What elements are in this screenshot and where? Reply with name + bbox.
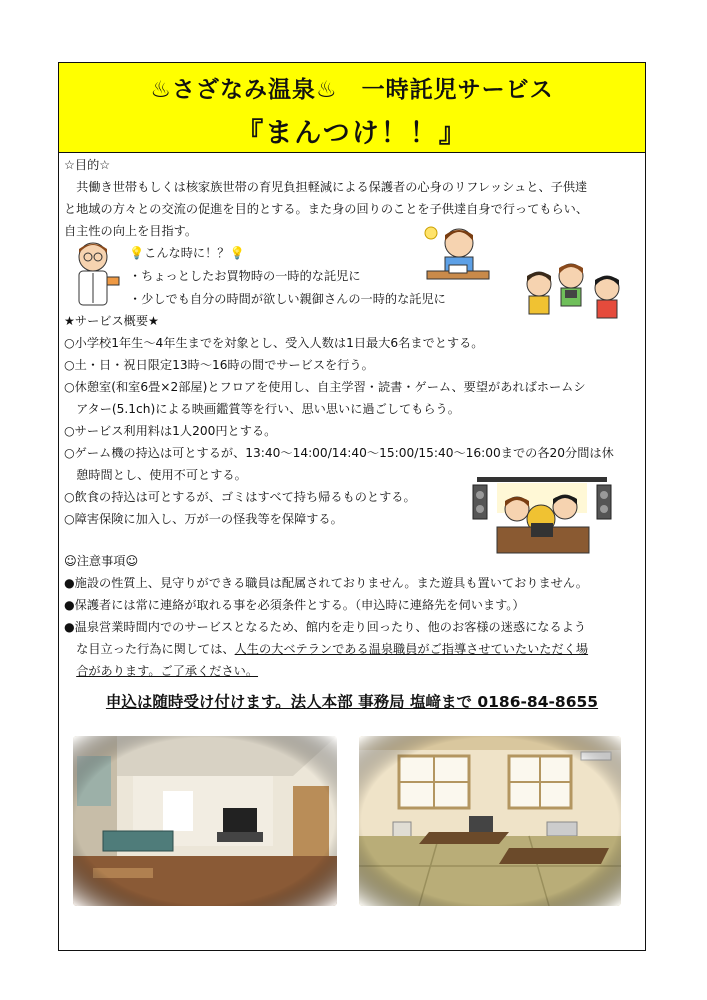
service-line: ○休憩室(和室6畳×2部屋)とフロアを使用し、自主学習・読書・ゲーム、要望があればホームシ — [64, 380, 586, 394]
service-line: アター(5.1ch)による映画鑑賞等を行い、思い思いに過ごしてもらう。 — [64, 402, 460, 416]
when-item: ・ちょっとしたお買物時の一時的な託児に — [129, 269, 361, 283]
title-line-2: 『まんつけ！！』 — [236, 118, 468, 149]
service-line: 憩時間とし、使用不可とする。 — [64, 468, 247, 482]
flyer-frame — [58, 62, 646, 951]
title-line-1: ♨さざなみ温泉♨ 一時託児サービス — [150, 77, 554, 103]
gaming-children-illustration — [519, 258, 629, 326]
studying-child-illustration — [421, 221, 491, 283]
when-title: 💡こんな時に！？💡 — [129, 246, 245, 260]
when-item: ・少しでも自分の時間が欲しい親御さんの一時的な託児に — [129, 292, 446, 306]
service-line: ○障害保険に加入し、万が一の怪我等を保障する。 — [64, 512, 343, 526]
application-contact: 申込は随時受け付けます。法人本部 事務局 塩﨑まで 0186-84-8655 — [105, 693, 599, 711]
notes-line-text: な目立った行為に関しては、 — [64, 642, 235, 656]
notes-line: ●施設の性質上、見守りができる職員は配属されておりません。また遊具も置いておりません。 — [64, 576, 588, 590]
home-theater-illustration — [467, 475, 617, 555]
purpose-line: 共働き世帯もしくは核家族世帯の育児負担軽減による保護者の心身のリフレッシュと、子供達 — [64, 180, 588, 194]
purpose-line: 自主性の向上を目指す。 — [64, 224, 198, 238]
notes-line — [64, 661, 258, 681]
notes-line: ●保護者には常に連絡が取れる事を必須条件とする。（申込時に連絡先を伺います。） — [64, 598, 525, 612]
notes-underlined-text: 人生の大ベテランである温泉職員がご指導させていたいただく場 — [234, 642, 589, 656]
service-line: ○土・日・祝日限定13時～16時の間でサービスを行う。 — [64, 358, 374, 372]
purpose-heading: ☆目的☆ — [64, 158, 111, 172]
service-line: ○小学校1年生～4年生までを対象とし、受入人数は1日最大6名までとする。 — [64, 336, 484, 350]
purpose-line: と地域の方々との交流の促進を目的とする。また身の回りのことを子供達自身で行ってもらい、 — [64, 202, 589, 216]
notes-line — [64, 639, 588, 659]
title-banner — [59, 63, 645, 153]
service-line: ○ゲーム機の持込は可とするが、13:40～14:00/14:40～15:00/15:40～16:00までの各20分間は休 — [64, 446, 614, 460]
service-heading: ★サービス概要★ — [64, 314, 159, 328]
notes-underlined-text: 合があります。ご了承ください。 — [76, 664, 259, 678]
service-line: ○サービス利用料は1人200円とする。 — [64, 424, 277, 438]
service-line: ○飲食の持込は可とするが、ゴミはすべて持ち帰るものとする。 — [64, 490, 416, 504]
notes-line: ●温泉営業時間内でのサービスとなるため、館内を走り回ったり、他のお客様の迷惑になるよう — [64, 620, 587, 634]
doctor-illustration — [71, 239, 121, 307]
tatami-room-photo — [359, 736, 621, 906]
notes-heading: ☺注意事項☺ — [64, 554, 139, 568]
notes-indent — [64, 664, 76, 678]
lounge-floor-photo — [73, 736, 337, 906]
